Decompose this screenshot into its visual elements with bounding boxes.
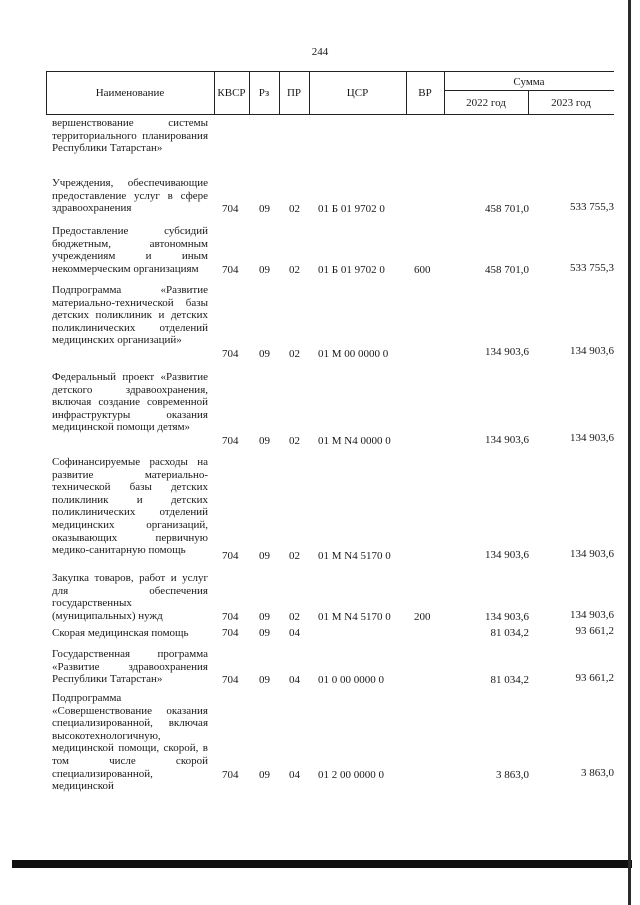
row-kvsr: 704 xyxy=(222,674,239,686)
row-vr: 200 xyxy=(414,611,431,623)
row-rz: 09 xyxy=(259,674,270,686)
row-sum-2022: 134 903,6 xyxy=(485,346,529,358)
row-sum-2022: 458 701,0 xyxy=(485,264,529,276)
row-pr: 02 xyxy=(289,611,300,623)
row-pr: 04 xyxy=(289,627,300,639)
sum-divider-rule xyxy=(444,90,614,91)
row-pr: 02 xyxy=(289,203,300,215)
row-csr: 01 М N4 0000 0 xyxy=(318,435,391,447)
row-csr: 01 2 00 0000 0 xyxy=(318,769,384,781)
row-pr: 04 xyxy=(289,674,300,686)
row-sum-2023: 134 903,6 xyxy=(570,432,614,444)
row-sum-2022: 81 034,2 xyxy=(490,627,529,639)
header-vr: ВР xyxy=(418,87,432,99)
row-name: Подпрограмма «Совершенствование оказания специализированной, включая высокотехнологичную, медицинской помощи, скорой, в том числе скорой специализированной, медицинской xyxy=(52,692,208,793)
row-rz: 09 xyxy=(259,769,270,781)
row-rz: 09 xyxy=(259,203,270,215)
row-csr: 01 Б 01 9702 0 xyxy=(318,264,385,276)
row-csr: 01 Б 01 9702 0 xyxy=(318,203,385,215)
row-csr: 01 М N4 5170 0 xyxy=(318,611,391,623)
header-name: Наименование xyxy=(95,87,165,99)
row-sum-2022: 134 903,6 xyxy=(485,434,529,446)
header-kvsr: КВСР xyxy=(217,87,246,99)
row-kvsr: 704 xyxy=(222,627,239,639)
row-sum-2022: 458 701,0 xyxy=(485,203,529,215)
row-pr: 04 xyxy=(289,769,300,781)
row-sum-2023: 134 903,6 xyxy=(570,548,614,560)
row-vr: 600 xyxy=(414,264,431,276)
row-pr: 02 xyxy=(289,348,300,360)
row-kvsr: 704 xyxy=(222,611,239,623)
row-name: Федеральный проект «Развитие детского здравоохранения, включая создание современной инфраструктуры оказания медицинской помощи детям» xyxy=(52,371,208,434)
row-sum-2023: 533 755,3 xyxy=(570,262,614,274)
row-sum-2023: 134 903,6 xyxy=(570,609,614,621)
row-sum-2022: 134 903,6 xyxy=(485,549,529,561)
row-sum-2022: 3 863,0 xyxy=(496,769,529,781)
row-name: Подпрограмма «Развитие материально-технической базы детских поликлиник и детских поликлинических отделений медицинских организаций» xyxy=(52,284,208,347)
row-sum-2022: 134 903,6 xyxy=(485,611,529,623)
row-rz: 09 xyxy=(259,627,270,639)
row-sum-2023: 533 755,3 xyxy=(570,201,614,213)
row-rz: 09 xyxy=(259,348,270,360)
row-kvsr: 704 xyxy=(222,348,239,360)
page-number: 244 xyxy=(311,46,329,58)
row-name: Софинансируемые расходы на развитие материально-технической базы детских поликлиник и детских поликлинических отделений медицинских организаций, оказывающих первичную медико-санитарную помощь xyxy=(52,456,208,557)
row-pr: 02 xyxy=(289,264,300,276)
row-kvsr: 704 xyxy=(222,264,239,276)
row-name: Закупка товаров, работ и услуг для обеспечения государственных (муниципальных) нужд xyxy=(52,572,208,622)
row-name: Учреждения, обеспечивающие предоставление услуг в сфере здравоохранения xyxy=(52,177,208,215)
row-rz: 09 xyxy=(259,264,270,276)
header-csr: ЦСР xyxy=(346,87,369,99)
row-sum-2022: 81 034,2 xyxy=(490,674,529,686)
row-kvsr: 704 xyxy=(222,550,239,562)
row-sum-2023: 93 661,2 xyxy=(575,672,614,684)
header-pr: ПР xyxy=(286,87,302,99)
header-sum: Сумма xyxy=(513,76,545,88)
row-csr: 01 М 00 0000 0 xyxy=(318,348,389,360)
row-name: Скорая медицинская помощь xyxy=(52,627,189,639)
header-2022: 2022 год xyxy=(466,97,506,109)
scan-edge-bar xyxy=(12,860,632,868)
row-rz: 09 xyxy=(259,550,270,562)
header-top-rule xyxy=(46,71,614,72)
row-rz: 09 xyxy=(259,611,270,623)
row-name: Предоставление субсидий бюджетным, автономным учреждениям и иным некоммерческим организациям xyxy=(52,225,208,275)
row-csr: 01 0 00 0000 0 xyxy=(318,674,384,686)
row-sum-2023: 134 903,6 xyxy=(570,345,614,357)
row-csr: 01 М N4 5170 0 xyxy=(318,550,391,562)
row-sum-2023: 3 863,0 xyxy=(581,767,614,779)
row-kvsr: 704 xyxy=(222,769,239,781)
header-2023: 2023 год xyxy=(551,97,591,109)
header-rz: Рз xyxy=(258,87,270,99)
row-name: Государственная программа «Развитие здравоохранения Республики Татарстан» xyxy=(52,648,208,686)
row-pr: 02 xyxy=(289,435,300,447)
row-rz: 09 xyxy=(259,435,270,447)
row-kvsr: 704 xyxy=(222,203,239,215)
row-pr: 02 xyxy=(289,550,300,562)
row-kvsr: 704 xyxy=(222,435,239,447)
row-name: вершенствование системы территориального планирования Республики Татарстан» xyxy=(52,117,208,155)
scan-right-edge xyxy=(628,0,631,905)
row-sum-2023: 93 661,2 xyxy=(575,625,614,637)
